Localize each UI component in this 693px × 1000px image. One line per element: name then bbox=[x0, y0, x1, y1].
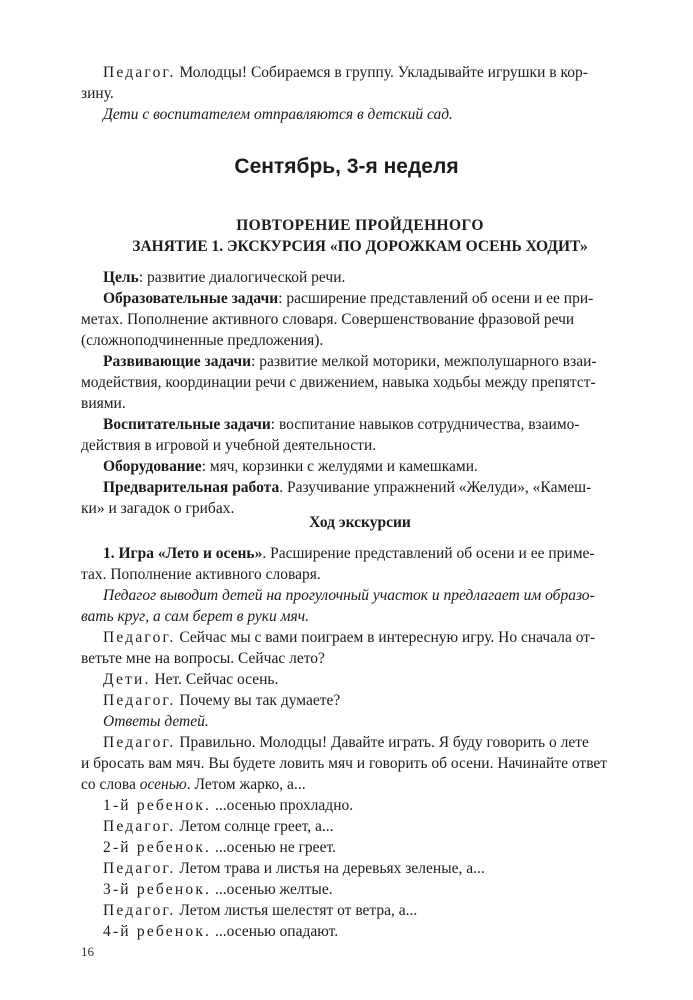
equipment-line: Оборудование: мяч, корзинки с желудями и камешками. bbox=[103, 458, 478, 475]
intro-line-2: зину. bbox=[81, 85, 114, 102]
intro-line-1: Педагог. Молодцы! Собираемся в группу. Укладывайте игрушки в кор- bbox=[103, 64, 588, 81]
speaker-label: Педагог. bbox=[103, 64, 176, 81]
lesson-title-line-2: ЗАНЯТИЕ 1. ЭКСКУРСИЯ «ПО ДОРОЖКАМ ОСЕНЬ ХОДИТ» bbox=[132, 238, 588, 255]
dialogue-teacher-4: Педагог. Летом солнце греет, а... bbox=[103, 818, 334, 835]
lesson-title-line-1: ПОВТОРЕНИЕ ПРОЙДЕННОГО bbox=[236, 217, 484, 234]
dialogue-children-1: Дети. Нет. Сейчас осень. bbox=[103, 671, 279, 688]
dev-tasks-line-3: виями. bbox=[81, 395, 126, 412]
upbringing-tasks-line-1: Воспитательные задачи: воспитание навыков сотрудничества, взаимо- bbox=[103, 416, 580, 433]
dialogue-child-1: 1-й ребенок. ...осенью прохладно. bbox=[103, 797, 354, 814]
dev-tasks-line-1: Развивающие задачи: развитие мелкой моторики, межполушарного взаи- bbox=[103, 353, 597, 370]
prep-work-line-1: Предварительная работа. Разучивание упражнений «Желуди», «Камеш- bbox=[103, 479, 592, 496]
edu-tasks-line-2: метах. Пополнение активного словаря. Совершенствование фразовой речи bbox=[81, 311, 575, 328]
dialogue-teacher-3c: со слова осенью. Летом жарко, а... bbox=[81, 776, 306, 793]
dialogue-teacher-3b: и бросать вам мяч. Вы будете ловить мяч и говорить об осени. Начинайте ответ bbox=[81, 755, 608, 772]
game-title-line-1: 1. Игра «Лето и осень». Расширение представлений об осени и ее приме- bbox=[103, 545, 595, 562]
upbringing-tasks-line-2: действия в игровой и учебной деятельности. bbox=[81, 437, 377, 454]
dialogue-teacher-2: Педагог. Почему вы так думаете? bbox=[103, 692, 341, 709]
dialogue-child-2: 2-й ребенок. ...осенью не греет. bbox=[103, 839, 336, 856]
dialogue-teacher-5: Педагог. Летом трава и листья на деревьях зеленые, а... bbox=[103, 860, 485, 877]
week-heading: Сентябрь, 3-я неделя bbox=[234, 155, 459, 178]
dialogue-teacher-6: Педагог. Летом листья шелестят от ветра, а... bbox=[103, 902, 418, 919]
edu-tasks-line-1: Образовательные задачи: расширение представлений об осени и ее при- bbox=[103, 290, 594, 307]
intro-line-3: Дети с воспитателем отправляются в детский сад. bbox=[103, 106, 453, 123]
stage-direction-line-1: Педагог выводит детей на прогулочный участок и предлагает им образо- bbox=[103, 587, 595, 604]
dev-tasks-line-2: модействия, координации речи с движением, навыка ходьбы между препятст- bbox=[81, 374, 596, 391]
dialogue-teacher-3a: Педагог. Правильно. Молодцы! Давайте играть. Я буду говорить о лете bbox=[103, 734, 589, 751]
course-heading: Ход экскурсии bbox=[309, 514, 411, 531]
dialogue-answers: Ответы детей. bbox=[103, 713, 209, 730]
dialogue-teacher-1b: ветьте мне на вопросы. Сейчас лето? bbox=[81, 650, 325, 667]
dialogue-teacher-1a: Педагог. Сейчас мы с вами поиграем в интересную игру. Но сначала от- bbox=[103, 629, 596, 646]
goal-line: Цель: развитие диалогической речи. bbox=[103, 269, 346, 286]
game-title-line-2: тах. Пополнение активного словаря. bbox=[81, 566, 321, 583]
dialogue-child-4: 4-й ребенок. ...осенью опадают. bbox=[103, 923, 339, 940]
page-number: 16 bbox=[81, 944, 94, 959]
stage-direction-line-2: вать круг, а сам берет в руки мяч. bbox=[81, 608, 310, 625]
prep-work-line-2: ки» и загадок о грибах. bbox=[81, 500, 235, 517]
dialogue-child-3: 3-й ребенок. ...осенью желтые. bbox=[103, 881, 333, 898]
edu-tasks-line-3: (сложноподчиненные предложения). bbox=[81, 332, 324, 349]
